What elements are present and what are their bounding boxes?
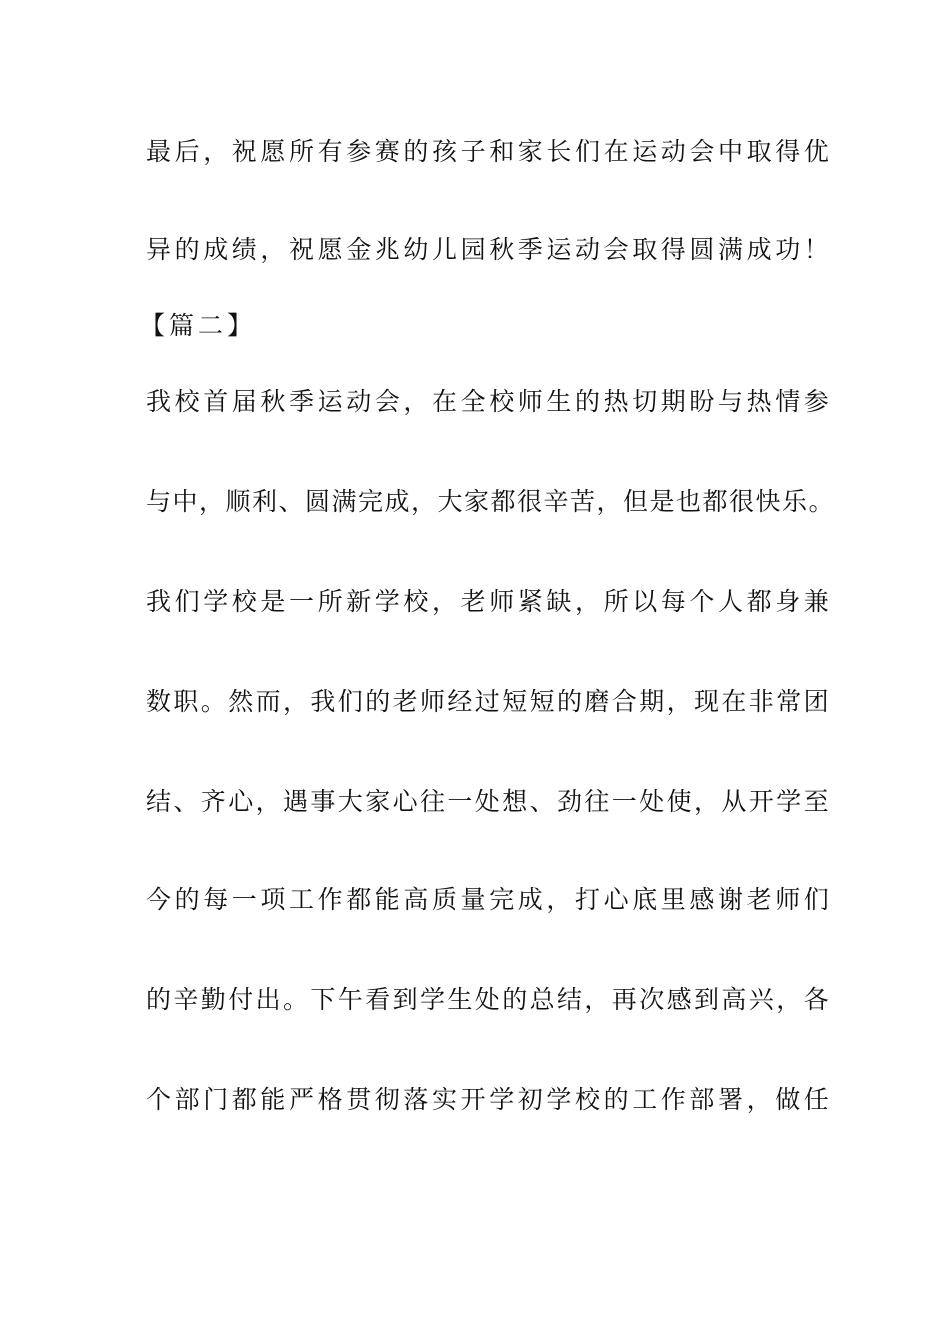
paragraph-line: 最后，祝愿所有参赛的孩子和家长们在运动会中取得优 xyxy=(146,137,833,166)
paragraph-line: 数职。然而，我们的老师经过短短的磨合期，现在非常团 xyxy=(146,687,832,716)
paragraph-line: 结、齐心，遇事大家心往一处想、劲往一处使，从开学至 xyxy=(146,787,832,816)
paragraph-line: 的辛勤付出。下午看到学生处的总结，再次感到高兴，各 xyxy=(146,985,832,1014)
paragraph-line: 与中，顺利、圆满完成，大家都很辛苦，但是也都很快乐。 xyxy=(146,487,836,516)
paragraph-line: 我们学校是一所新学校，老师紧缺，所以每个人都身兼 xyxy=(146,587,833,616)
section-heading: 【篇二】 xyxy=(140,311,257,340)
paragraph-line: 今的每一项工作都能高质量完成，打心底里感谢老师们 xyxy=(146,885,833,914)
paragraph-line: 个部门都能严格贯彻落实开学初学校的工作部署，做任 xyxy=(146,1085,833,1114)
paragraph-line: 异的成绩，祝愿金兆幼儿园秋季运动会取得圆满成功！ xyxy=(146,235,833,264)
paragraph-line: 我校首届秋季运动会，在全校师生的热切期盼与热情参 xyxy=(146,387,833,416)
